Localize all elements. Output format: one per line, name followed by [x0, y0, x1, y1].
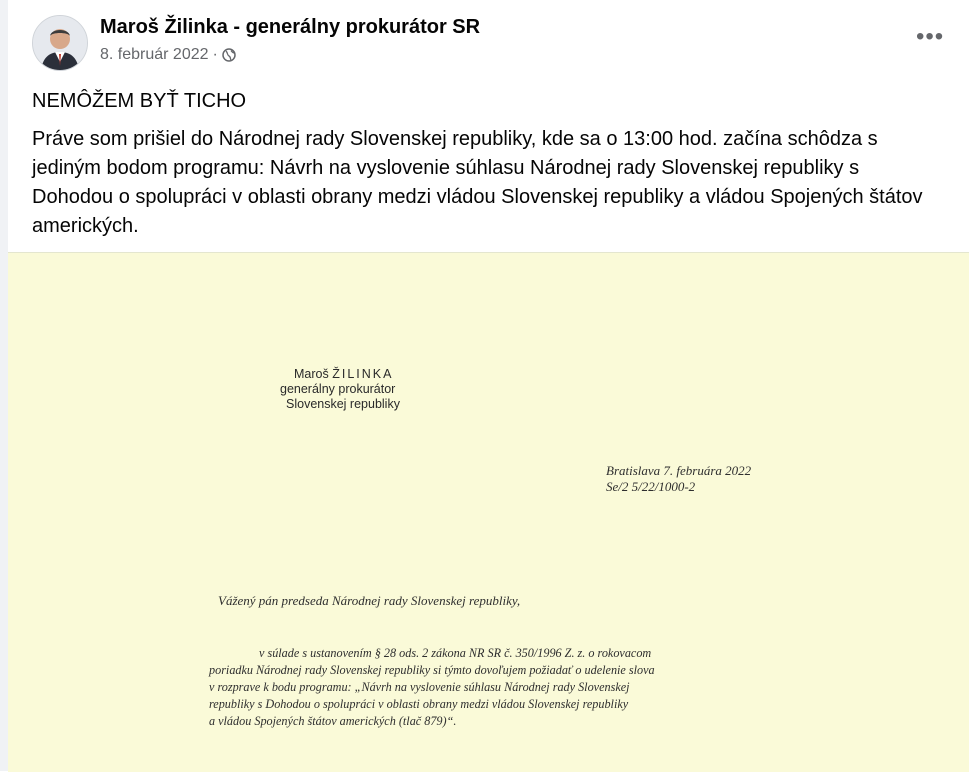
- letter-line: poriadku Národnej rady Slovenskej republiky si týmto dovoľujem požiadať o udelenie slova: [209, 663, 655, 677]
- letter-body: [209, 645, 775, 730]
- letter-sender: [280, 367, 400, 412]
- post-text: Práve som prišiel do Národnej rady Slovenskej republiky, kde sa o 13:00 hod. začína schôdza s jediným bodom programu: Návrh na vyslovenie súhlasu Národnej rady Slovenskej republiky s Dohodou o spolupráci v oblasti obrany medzi vládou Slovenskej republiky a vládou Spojených štátov amerických.: [32, 128, 923, 237]
- post-author[interactable]: Maroš Žilinka - generálny prokurátor SR: [100, 16, 481, 38]
- sender-title: generálny prokurátor: [280, 382, 396, 396]
- globe-icon[interactable]: [222, 48, 236, 62]
- reference-number: Se/2 5/22/1000-2: [606, 479, 696, 494]
- feed-background: [0, 0, 8, 771]
- letter-line: republiky s Dohodou o spolupráci v oblasti obrany medzi vládou Slovenskej republiky: [209, 697, 629, 711]
- post-headline: NEMÔŽEM BYŤ TICHO: [32, 90, 247, 112]
- sender-last-name: ŽILINKA: [332, 367, 394, 381]
- sender-org: Slovenskej republiky: [286, 397, 400, 411]
- letter-place-date: [606, 463, 751, 495]
- more-options-icon[interactable]: •••: [916, 23, 945, 50]
- attached-document-image[interactable]: [8, 252, 969, 772]
- letter-line: a vládou Spojených štátov amerických (tlač 879)“.: [209, 714, 457, 728]
- place-date: Bratislava 7. februára 2022: [606, 463, 752, 478]
- post-date[interactable]: 8. február 2022: [100, 46, 209, 63]
- avatar[interactable]: [32, 15, 88, 71]
- letter-line: v súlade s ustanovením § 28 ods. 2 zákona NR SR č. 350/1996 Z. z. o rokovacom: [259, 646, 652, 660]
- letter-line: v rozprave k bodu programu: „Návrh na vyslovenie súhlasu Národnej rady Slovenskej: [209, 680, 630, 694]
- profile-photo: [33, 16, 87, 70]
- sender-first-name: Maroš: [294, 367, 329, 381]
- post-meta: [100, 46, 236, 64]
- letter-greeting: Vážený pán predseda Národnej rady Slovenskej republiky,: [218, 593, 521, 608]
- meta-separator: ·: [212, 46, 218, 63]
